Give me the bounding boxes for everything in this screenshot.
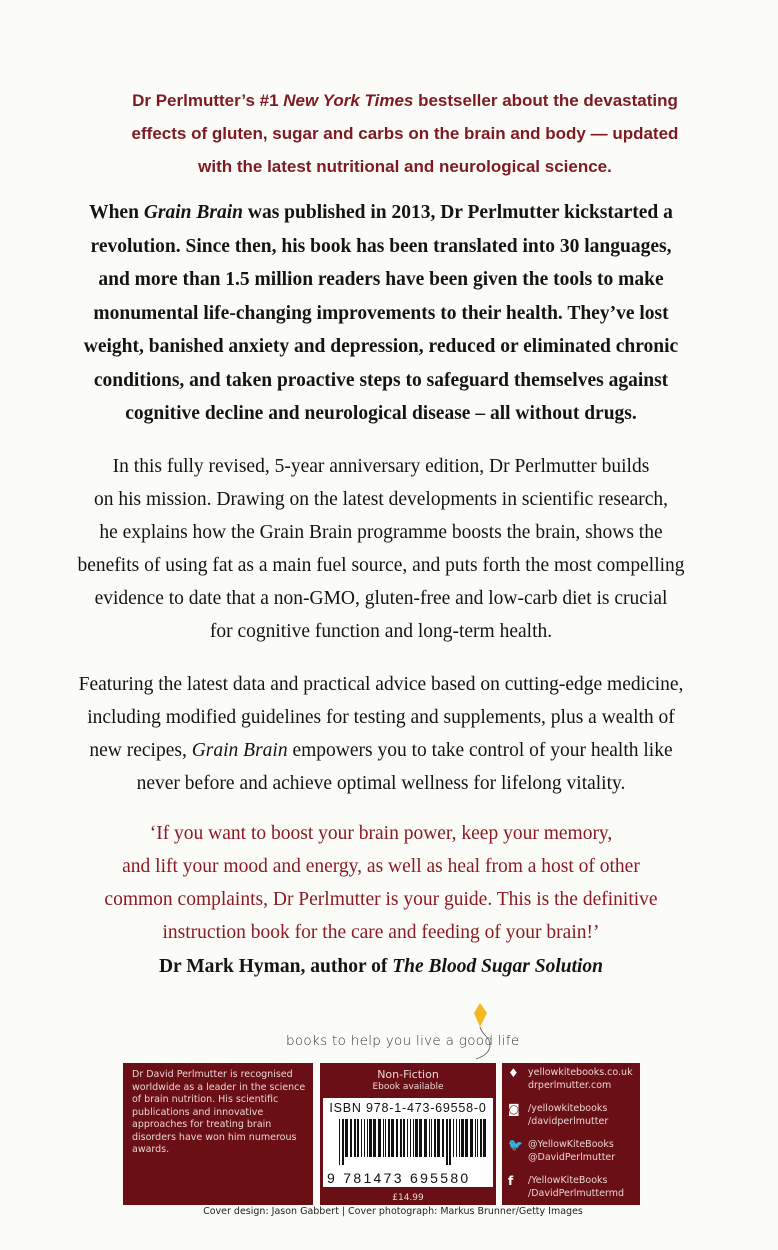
barcode-bar — [442, 1119, 444, 1157]
social-handle: drperlmutter.com — [528, 1079, 612, 1091]
text-segment: monumental life-changing improvements to their health. They’ve lost — [93, 302, 669, 324]
ean-number: 9 781473 695580 — [327, 1170, 471, 1186]
barcode-panel — [323, 1098, 493, 1187]
text-segment: with the latest nutritional and neurological science. — [198, 157, 612, 176]
barcode-bar — [378, 1119, 381, 1157]
author-bio: Dr David Perlmutter is recognised worldwide as a leader in the science of brain nutrition. His scientific publications and innovative approaches for treating brain disorders have won him numerous awards. — [132, 1069, 306, 1155]
text-segment: bestseller about the devastating — [413, 91, 678, 110]
barcode-bar — [407, 1119, 408, 1157]
barcode-bar — [391, 1119, 394, 1157]
text-line — [0, 263, 770, 297]
barcode-bar — [475, 1119, 476, 1157]
text-segment: Dr Mark Hyman, author of — [158, 956, 393, 977]
italic-title: New York Times — [283, 91, 414, 110]
barcode-bar — [361, 1119, 362, 1157]
text-line — [0, 364, 770, 398]
text-segment: and lift your mood and energy, as well as heal from a host of other — [122, 856, 640, 877]
text-segment: he explains how the Grain Brain programme boosts the brain, shows the — [99, 522, 663, 543]
barcode-bar — [342, 1119, 344, 1165]
text-line — [0, 397, 770, 431]
quote-attribution — [0, 950, 770, 983]
isbn: ISBN 978-1-473-69558-0 — [329, 1101, 487, 1115]
barcode-bar — [367, 1119, 368, 1157]
text-line — [0, 767, 770, 800]
barcode-bar — [373, 1119, 376, 1157]
barcode-bar — [364, 1119, 365, 1157]
twitter-icon: 🐦 — [508, 1138, 523, 1152]
category-label: Non-Fiction — [377, 1068, 439, 1081]
barcode-bar — [453, 1119, 454, 1157]
text-segment: cognitive decline and neurological disease – all without drugs. — [125, 403, 637, 424]
barcode-bar — [383, 1119, 384, 1157]
social-handle: @DavidPerlmutter — [528, 1151, 616, 1163]
italic-title: The Blood Sugar Solution — [392, 956, 604, 977]
barcode-bar — [470, 1119, 473, 1157]
text-line — [0, 516, 770, 549]
barcode-bar — [483, 1119, 486, 1157]
text-line — [0, 734, 770, 767]
barcode-bar — [350, 1119, 352, 1157]
social-handle: /YellowKiteBooks — [528, 1175, 608, 1186]
text-segment: instruction book for the care and feeding of your brain!’ — [162, 922, 600, 943]
text-line — [0, 883, 770, 916]
social-link — [508, 1103, 640, 1128]
social-links-box — [502, 1063, 640, 1205]
text-segment: was published in 2013, Dr Perlmutter kickstarted a — [242, 202, 673, 223]
text-line — [0, 297, 770, 331]
location-pin-icon: ♦ — [508, 1066, 519, 1080]
barcode-bar — [403, 1119, 405, 1157]
intro-paragraph — [0, 196, 770, 431]
barcode-bar — [424, 1119, 427, 1157]
text-line — [0, 450, 770, 483]
text-segment: common complaints, Dr Perlmutter is your guide. This is the definitive — [104, 889, 658, 910]
text-segment: ‘If you want to boost your brain power, keep your memory, — [149, 823, 613, 844]
text-line — [0, 817, 770, 850]
social-link — [508, 1067, 640, 1092]
text-segment: Dr Perlmutter’s #1 — [132, 91, 284, 110]
cover-credits: Cover design: Jason Gabbert | Cover photograph: Markus Brunner/Getty Images — [203, 1206, 583, 1217]
text-line — [0, 950, 770, 983]
barcode-bar — [434, 1119, 436, 1157]
text-line — [0, 483, 770, 516]
barcode-bar — [410, 1119, 411, 1157]
endorsement-quote — [0, 817, 770, 949]
publisher-tagline: books to help you live a good life — [286, 1033, 520, 1049]
text-segment: benefits of using fat as a main fuel source, and puts forth the most compelling — [77, 555, 685, 576]
social-link — [508, 1175, 640, 1200]
barcode-bar — [477, 1119, 478, 1157]
text-segment: When — [89, 202, 144, 223]
barcode-bar — [465, 1119, 468, 1157]
text-segment: on his mission. Drawing on the latest developments in scientific research, — [93, 489, 669, 510]
text-line — [0, 330, 770, 364]
text-line — [0, 549, 770, 582]
barcode-bar — [449, 1119, 451, 1165]
text-segment: for cognitive function and long-term health. — [209, 621, 553, 642]
barcode-bar — [459, 1119, 460, 1157]
headline — [16, 84, 778, 183]
text-line — [0, 196, 770, 230]
text-line — [16, 150, 778, 183]
barcode-bar — [456, 1119, 457, 1157]
text-segment: empowers you to take control of your health like — [287, 740, 673, 761]
text-segment: evidence to date that a non-GMO, gluten-free and low-carb diet is crucial — [94, 588, 668, 609]
text-line — [0, 230, 770, 264]
text-segment: Featuring the latest data and practical advice based on cutting-edge medicine, — [78, 674, 684, 695]
social-handle: @YellowKiteBooks — [528, 1139, 614, 1150]
text-line — [0, 668, 770, 701]
barcode-bar — [431, 1119, 432, 1157]
price: £14.99 — [392, 1193, 424, 1203]
edition-paragraph — [0, 450, 770, 648]
text-segment: conditions, and taken proactive steps to safeguard themselves against — [93, 369, 669, 391]
barcode-bar — [446, 1119, 448, 1165]
barcode-bar — [388, 1119, 390, 1157]
author-bio-box — [123, 1063, 313, 1205]
social-handle: /DavidPerlmuttermd — [528, 1187, 625, 1199]
social-handle: yellowkitebooks.co.uk — [528, 1067, 633, 1078]
instagram-icon: ◙ — [508, 1102, 520, 1116]
barcode-bar — [357, 1119, 359, 1157]
text-segment: weight, banished anxiety and depression, reduced or eliminated chronic — [83, 336, 679, 357]
text-segment: new recipes, — [89, 740, 192, 761]
facebook-icon: f — [508, 1174, 514, 1188]
text-segment: revolution. Since then, his book has been translated into 30 languages, — [90, 235, 672, 257]
barcode-bar — [415, 1119, 418, 1157]
barcode-bar — [345, 1119, 348, 1157]
ebook-label: Ebook available — [372, 1082, 444, 1092]
features-paragraph — [0, 668, 770, 800]
barcode-bar — [385, 1119, 386, 1157]
text-line — [16, 117, 778, 150]
barcode-bar — [419, 1119, 422, 1157]
text-segment: never before and achieve optimal wellness for lifelong vitality. — [136, 773, 626, 794]
barcode-bar — [429, 1119, 430, 1157]
barcode-box — [320, 1063, 496, 1205]
barcode-bar — [437, 1119, 440, 1157]
barcode-bar — [461, 1119, 464, 1157]
italic-title: Grain Brain — [191, 740, 288, 761]
text-line — [0, 582, 770, 615]
text-segment: and more than 1.5 million readers have been given the tools to make — [98, 269, 664, 290]
barcode-bar — [339, 1119, 340, 1165]
text-line — [0, 916, 770, 949]
social-handle: /yellowkitebooks — [528, 1103, 608, 1114]
text-line — [0, 850, 770, 883]
text-line — [16, 84, 778, 117]
social-link — [508, 1139, 640, 1164]
barcode-bar — [369, 1119, 372, 1157]
barcode-bar — [413, 1119, 414, 1157]
text-line — [0, 701, 770, 734]
barcode-bar — [354, 1119, 356, 1157]
barcode-bar — [396, 1119, 398, 1157]
social-handle: /davidperlmutter — [528, 1115, 609, 1127]
barcode-bar — [400, 1119, 402, 1157]
barcode-bar — [480, 1119, 482, 1157]
italic-title: Grain Brain — [143, 202, 243, 223]
barcode — [339, 1119, 487, 1165]
text-segment: including modified guidelines for testing and supplements, plus a wealth of — [87, 707, 675, 728]
text-segment: In this fully revised, 5-year anniversary edition, Dr Perlmutter builds — [112, 456, 650, 477]
text-segment: effects of gluten, sugar and carbs on the brain and body — updated — [131, 124, 679, 143]
text-line — [0, 615, 770, 648]
